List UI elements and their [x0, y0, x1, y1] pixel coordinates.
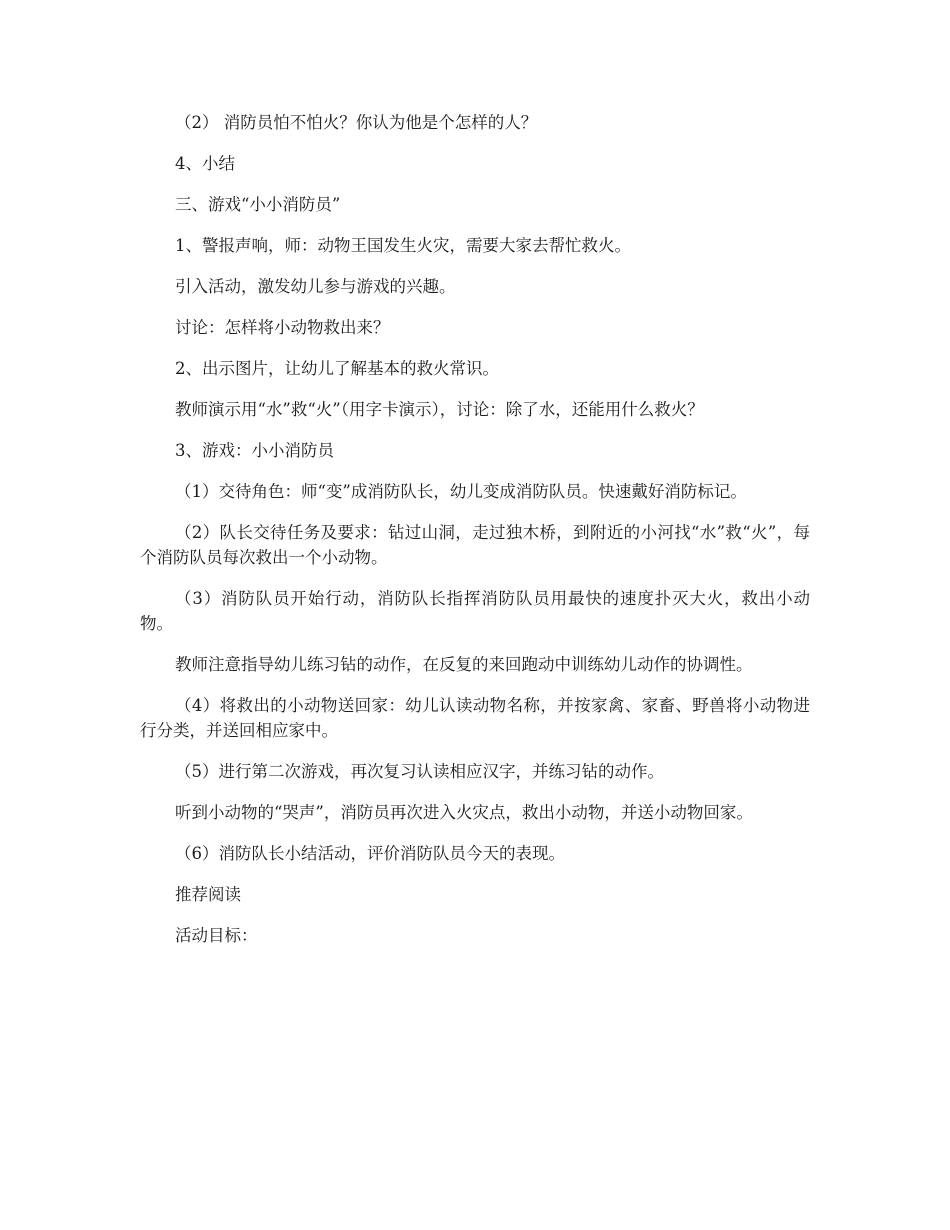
paragraph: 教师演示用“水”救“火”（用字卡演示），讨论：除了水，还能用什么救火？ [175, 400, 704, 419]
paragraph: 引入活动，激发幼儿参与游戏的兴趣。 [175, 277, 456, 296]
paragraph: 3、游戏：小小消防员 [175, 441, 334, 460]
document-body [140, 110, 810, 964]
paragraph: （4）将救出的小动物送回家：幼儿认读动物名称，并按家禽、家畜、野兽将小动物进行分类，并送回相应家中。 [140, 696, 810, 740]
paragraph: 听到小动物的“哭声”，消防员再次进入火灾点，救出小动物，并送小动物回家。 [175, 803, 753, 822]
paragraph: 教师注意指导幼儿练习钻的动作，在反复的来回跑动中训练幼儿动作的协调性。 [175, 655, 753, 674]
section-heading: 三、游戏“小小消防员” [175, 195, 341, 214]
activity-goals-heading: 活动目标： [175, 926, 258, 945]
paragraph: （6）消防队长小结活动，评价消防队员今天的表现。 [175, 844, 565, 863]
paragraph: 1、警报声响，师：动物王国发生火灾，需要大家去帮忙救火。 [175, 236, 631, 255]
paragraph: （2） 消防员怕不怕火？你认为他是个怎样的人？ [175, 113, 538, 132]
paragraph: （2）队长交待任务及要求：钻过山洞，走过独木桥，到附近的小河找“水”救“火”，每个消防队员每次救出一个小动物。 [140, 523, 810, 567]
paragraph: 4、小结 [175, 154, 235, 173]
paragraph: 2、出示图片，让幼儿了解基本的救火常识。 [175, 359, 499, 378]
paragraph: （5）进行第二次游戏，再次复习认读相应汉字，并练习钻的动作。 [175, 762, 664, 781]
recommended-reading-heading: 推荐阅读 [175, 885, 241, 904]
paragraph: （3）消防队员开始行动，消防队长指挥消防队员用最快的速度扑灭大火，救出小动物。 [140, 589, 810, 633]
paragraph: （1）交待角色：师“变”成消防队长，幼儿变成消防队员。快速戴好消防标记。 [175, 482, 747, 501]
paragraph: 讨论：怎样将小动物救出来？ [175, 318, 390, 337]
